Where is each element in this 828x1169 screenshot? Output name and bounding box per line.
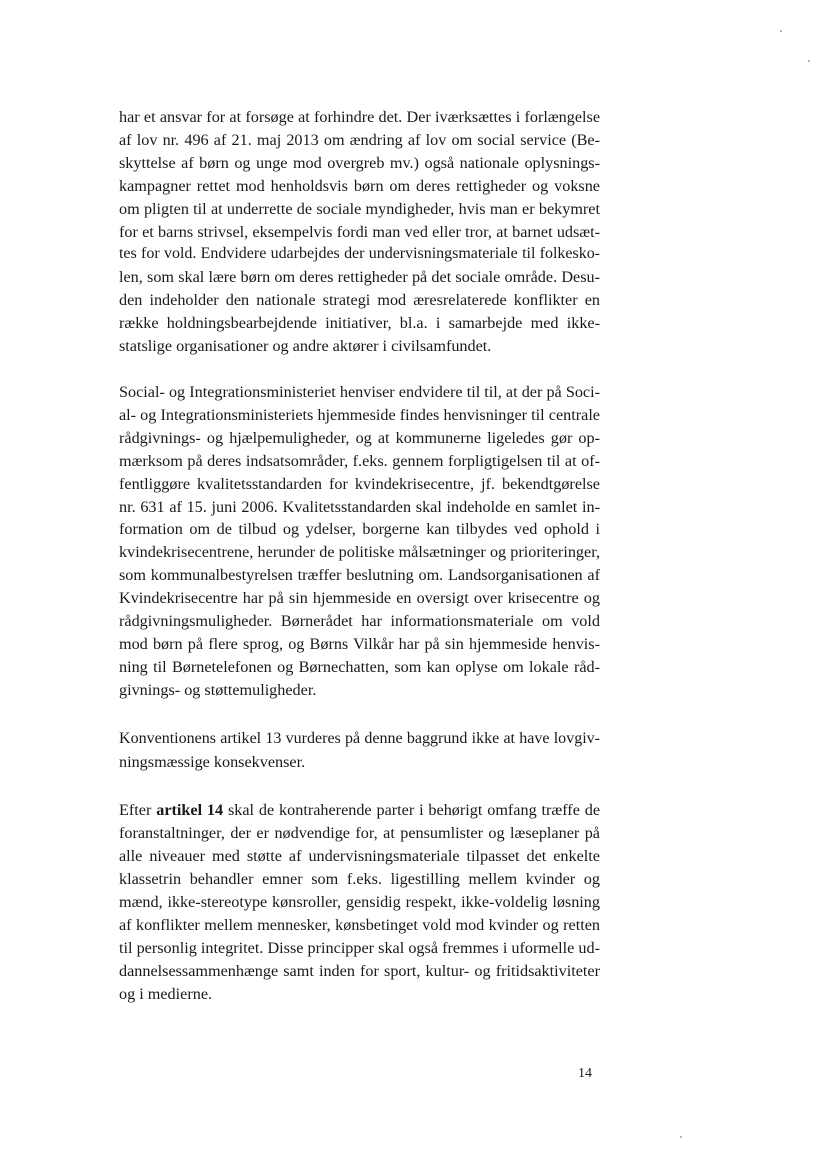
text-line: mærksom på deres indsatsområder, f.eks. gennem forpligtigelsen til at of- xyxy=(119,451,600,470)
text-line: rådgivnings- og hjælpemuligheder, og at kommunerne ligeledes gør op- xyxy=(119,428,600,447)
text-line: rådgivningsmuligheder. Børnerådet har informationsmateriale om vold xyxy=(119,612,600,631)
text-run: Efter xyxy=(119,801,157,820)
text-line: for et barns strivsel, eksempelvis fordi man ved eller tror, at barnet udsæt- xyxy=(119,222,600,241)
scan-speck xyxy=(680,1136,682,1138)
text-line: om pligten til at underrette de sociale myndigheder, hvis man er bekymret xyxy=(119,199,600,218)
paragraph-1 xyxy=(119,106,600,358)
text-line: ning til Børnetelefonen og Børnechatten, som kan oplyse om lokale råd- xyxy=(119,657,600,676)
text-run: skal de kontraherende parter i behørigt omfang træffe de xyxy=(223,801,601,820)
paragraph-spacer xyxy=(119,773,600,799)
text-line: skyttelse af børn og unge mod overgreb mv.) også nationale oplysnings- xyxy=(119,153,600,172)
text-line: Kvindekrisecentre har på sin hjemmeside en oversigt over krisecentre og xyxy=(119,589,600,608)
page-number: 14 xyxy=(578,1066,592,1081)
text-line: givnings- og støttemuligheder. xyxy=(119,680,317,699)
paragraph-3 xyxy=(119,728,600,774)
paragraph-4 xyxy=(119,799,600,1005)
text-line: Konventionens artikel 13 vurderes på denne baggrund ikke at have lovgiv- xyxy=(119,729,600,747)
text-line: statslige organisationer og andre aktører i civilsamfundet. xyxy=(119,337,492,356)
text-line: klassetrin behandler emner som f.eks. ligestilling mellem kvinder og xyxy=(119,870,600,889)
scan-speck xyxy=(780,30,782,32)
text-line: Social- og Integrationsministeriet henviser endvidere til til, at der på Soci- xyxy=(119,382,600,401)
text-line: af lov nr. 496 af 21. maj 2013 om ændring af lov om social service (Be- xyxy=(119,130,600,149)
text-line: nr. 631 af 15. juni 2006. Kvalitetsstandarden skal indeholde en samlet in- xyxy=(119,497,600,516)
text-line: og i medierne. xyxy=(119,984,213,1003)
text-line xyxy=(119,799,600,822)
text-line: len, som skal lære børn om deres rettigheder på det sociale område. Desu- xyxy=(119,268,600,287)
article-reference: artikel 14 xyxy=(156,801,224,820)
paragraph-spacer xyxy=(119,358,600,381)
text-line: til personlig integritet. Disse principper skal også fremmes i uformelle ud- xyxy=(119,938,600,957)
scan-speck xyxy=(808,60,810,62)
text-line: mænd, ikke-stereotype kønsroller, gensidig respekt, ikke-voldelig løsning xyxy=(119,893,600,912)
text-line: af konflikter mellem mennesker, kønsbetinget vold mod kvinder og retten xyxy=(119,916,600,934)
text-line: den indeholder den nationale strategi mod æresrelaterede konflikter en xyxy=(119,291,600,310)
text-line: række holdningsbearbejdende initiativer, bl.a. i samarbejde med ikke- xyxy=(119,314,600,333)
text-line: ningsmæssige konsekvenser. xyxy=(119,752,306,771)
paragraph-spacer xyxy=(119,702,600,728)
text-line: formation om de tilbud og ydelser, borgerne kan tilbydes ved ophold i xyxy=(119,520,600,539)
text-line: tes for vold. Endvidere udarbejdes der undervisningsmateriale til folkesko- xyxy=(119,245,600,263)
text-line: mod børn på flere sprog, og Børns Vilkår har på sin hjemmeside henvis- xyxy=(119,634,600,653)
body-text xyxy=(119,106,600,1006)
text-line: har et ansvar for at forsøge at forhindre det. Der iværksættes i forlængelse xyxy=(119,108,600,126)
text-line: som kommunalbestyrelsen træffer beslutning om. Landsorganisationen af xyxy=(119,566,600,585)
text-line: dannelsessammenhænge samt inden for sport, kultur- og fritidsaktiviteter xyxy=(119,961,600,980)
paragraph-2 xyxy=(119,381,600,702)
text-line: alle niveauer med støtte af undervisningsmateriale tilpasset det enkelte xyxy=(119,847,600,866)
text-line: fentliggøre kvalitetsstandarden for kvindekrisecentre, jf. bekendtgørelse xyxy=(119,474,600,493)
text-line: kampagner rettet mod henholdsvis børn om deres rettigheder og voksne xyxy=(119,176,600,195)
text-line: foranstaltninger, der er nødvendige for, at pensumlister og læseplaner på xyxy=(119,824,600,843)
text-line: kvindekrisecentrene, herunder de politiske målsætninger og prioriteringer, xyxy=(119,543,600,562)
text-line: al- og Integrationsministeriets hjemmeside findes henvisninger til centrale xyxy=(119,405,600,424)
